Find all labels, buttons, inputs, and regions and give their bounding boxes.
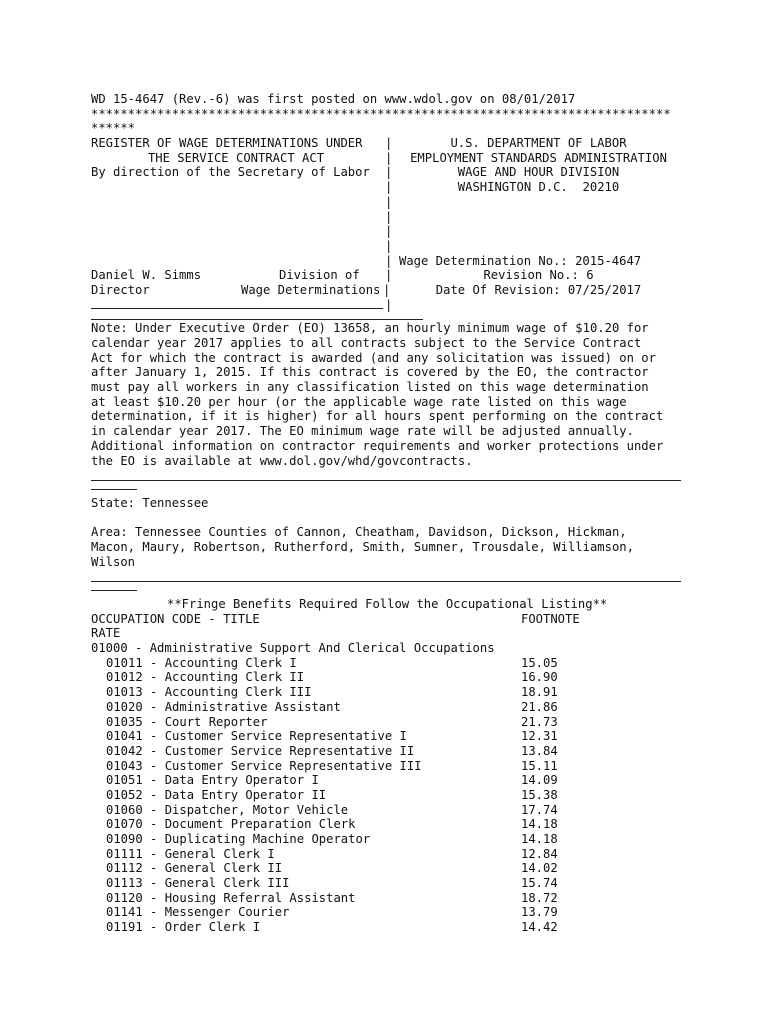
column-divider: |	[385, 224, 393, 239]
column-header-rate: RATE	[91, 626, 121, 641]
column-divider: |	[385, 297, 393, 312]
note-line: must pay all workers in any classification listed on this wage determination	[91, 380, 649, 395]
column-header-footnote: FOOTNOTE	[521, 611, 580, 626]
register-title-line1: REGISTER OF WAGE DETERMINATIONS UNDER	[91, 136, 363, 151]
wage-determination-document	[91, 92, 691, 935]
director-title: Director	[91, 282, 150, 297]
note-line: calendar year 2017 applies to all contracts subject to the Service Contract	[91, 336, 642, 350]
note-top-rule	[91, 312, 423, 320]
column-divider: |	[385, 238, 393, 253]
division-name: WAGE AND HOUR DIVISION	[457, 165, 620, 180]
note-line: the EO is available at www.dol.gov/whd/govcontracts.	[91, 453, 473, 468]
occupation-rate: 13.84	[521, 743, 558, 758]
area-line: Wilson	[91, 554, 136, 569]
occupation-title: 01035 - Court Reporter	[106, 714, 268, 729]
occupation-row	[91, 832, 691, 847]
occupation-rate: 14.42	[521, 920, 558, 935]
occupation-row	[91, 759, 691, 774]
occupation-row	[91, 656, 691, 671]
column-divider: |	[385, 165, 393, 180]
occupation-row	[91, 861, 691, 876]
occupation-title: 01013 - Accounting Clerk III	[106, 685, 312, 700]
occupation-row	[91, 700, 691, 715]
occupation-row	[91, 891, 691, 906]
signature-underline	[91, 294, 383, 309]
occupation-row	[91, 905, 691, 920]
occupation-row	[91, 788, 691, 803]
fringe-benefits-note: **Fringe Benefits Required Follow the Occupational Listing**	[167, 597, 608, 611]
revision-date: Date Of Revision: 07/25/2017	[435, 282, 642, 297]
wage-determinations-label: Wage Determinations	[241, 282, 381, 297]
occupation-rate: 13.79	[521, 905, 558, 920]
occupation-title: 01051 - Data Entry Operator I	[106, 773, 319, 788]
column-divider: |	[385, 253, 393, 268]
occupation-rate: 12.31	[521, 729, 558, 744]
column-header-title: OCCUPATION CODE - TITLE	[91, 611, 260, 626]
area-line: Macon, Maury, Robertson, Rutherford, Smith, Sumner, Trousdale, Williamson,	[91, 539, 634, 554]
wage-determination-number: Wage Determination No.: 2015-4647	[399, 253, 642, 268]
occupation-title: 01052 - Data Entry Operator II	[106, 787, 327, 802]
note-line: in calendar year 2017. The EO minimum wage rate will be adjusted annually.	[91, 424, 634, 439]
occupation-title: 01191 - Order Clerk I	[106, 920, 261, 935]
occupation-row	[91, 670, 691, 685]
asterisk-separator: *******************************************************************************	[91, 106, 671, 121]
note-line: Note: Under Executive Order (EO) 13658, an hourly minimum wage of $10.20 for	[91, 321, 649, 336]
occupation-rate: 21.73	[521, 714, 558, 729]
section-rule-tail	[91, 489, 137, 490]
note-line: after January 1, 2015. If this contract is covered by the EO, the contractor	[91, 365, 649, 380]
section-rule-tail	[91, 590, 137, 591]
occupation-row	[91, 685, 691, 700]
occupation-title: 01012 - Accounting Clerk II	[106, 670, 305, 685]
occupation-title: 01060 - Dispatcher, Motor Vehicle	[106, 802, 349, 817]
occupation-rate: 12.84	[521, 846, 558, 861]
occupation-title: 01090 - Duplicating Machine Operator	[106, 832, 371, 846]
occupation-row	[91, 817, 691, 832]
occupation-row	[91, 773, 691, 788]
column-divider: |	[385, 180, 393, 195]
occupation-rate: 15.74	[521, 876, 558, 891]
department-name: U.S. DEPARTMENT OF LABOR	[450, 136, 627, 151]
register-direction: By direction of the Secretary of Labor	[91, 165, 370, 180]
column-divider: |	[385, 209, 393, 224]
executive-order-note	[91, 321, 691, 468]
occupation-title: 01070 - Document Preparation Clerk	[106, 817, 356, 832]
occupation-group-heading: 01000 - Administrative Support And Clerical Occupations	[91, 641, 495, 656]
register-title-line2: THE SERVICE CONTRACT ACT	[147, 150, 325, 165]
posted-line: WD 15-4647 (Rev.-6) was first posted on www.wdol.gov on 08/01/2017	[91, 92, 576, 106]
revision-number: Revision No.: 6	[483, 268, 594, 283]
department-address: WASHINGTON D.C. 20210	[457, 180, 620, 195]
area-line: Area: Tennessee Counties of Cannon, Cheatham, Davidson, Dickson, Hickman,	[91, 525, 627, 540]
occupation-rate: 14.02	[521, 861, 558, 876]
state-label: State: Tennessee	[91, 495, 209, 510]
occupation-title: 01043 - Customer Service Representative III	[106, 758, 422, 773]
occupation-title: 01111 - General Clerk I	[106, 846, 275, 861]
occupation-title: 01020 - Administrative Assistant	[106, 699, 341, 714]
column-divider: |	[385, 150, 393, 165]
occupation-rate: 21.86	[521, 699, 558, 714]
occupation-rate: 16.90	[521, 670, 558, 685]
occupation-title: 01042 - Customer Service Representative II	[106, 743, 415, 758]
column-divider: |	[385, 268, 393, 283]
occupation-title: 01112 - General Clerk II	[106, 861, 283, 876]
note-line: Act for which the contract is awarded (and any solicitation was issued) on or	[91, 350, 656, 365]
occupation-rate: 17.74	[521, 802, 558, 817]
occupation-title: 01141 - Messenger Courier	[106, 905, 290, 920]
section-rule	[91, 569, 681, 582]
occupation-row	[91, 920, 691, 935]
note-line: determination, if it is higher) for all hours spent performing on the contract	[91, 409, 664, 424]
occupation-row	[91, 847, 691, 862]
division-label: Division of	[279, 268, 360, 283]
occupation-rate: 18.91	[521, 685, 558, 700]
column-divider: |	[385, 136, 393, 151]
occupation-row	[91, 803, 691, 818]
occupation-title: 01120 - Housing Referral Assistant	[106, 890, 356, 905]
administration-name: EMPLOYMENT STANDARDS ADMINISTRATION	[410, 150, 667, 165]
asterisk-separator-continued: ******	[91, 121, 136, 136]
director-name: Daniel W. Simms	[91, 268, 202, 283]
occupation-row	[91, 729, 691, 744]
occupation-rate: 15.05	[521, 655, 558, 670]
occupation-list	[91, 656, 691, 935]
occupation-rate: 18.72	[521, 890, 558, 905]
column-divider: |	[383, 282, 391, 297]
occupation-title: 01113 - General Clerk III	[106, 876, 290, 891]
section-rule	[91, 468, 681, 481]
occupation-rate: 15.38	[521, 787, 558, 802]
occupation-rate: 14.18	[521, 817, 558, 832]
occupation-rate: 14.09	[521, 773, 558, 788]
note-line: at least $10.20 per hour (or the applicable wage rate listed on this wage	[91, 394, 627, 409]
occupation-row	[91, 715, 691, 730]
occupation-row	[91, 744, 691, 759]
occupation-rate: 14.18	[521, 832, 558, 846]
occupation-title: 01041 - Customer Service Representative I	[106, 729, 407, 744]
column-divider: |	[385, 194, 393, 209]
occupation-row	[91, 876, 691, 891]
occupation-title: 01011 - Accounting Clerk I	[106, 655, 297, 670]
occupation-rate: 15.11	[521, 758, 558, 773]
note-line: Additional information on contractor requirements and worker protections under	[91, 438, 664, 453]
